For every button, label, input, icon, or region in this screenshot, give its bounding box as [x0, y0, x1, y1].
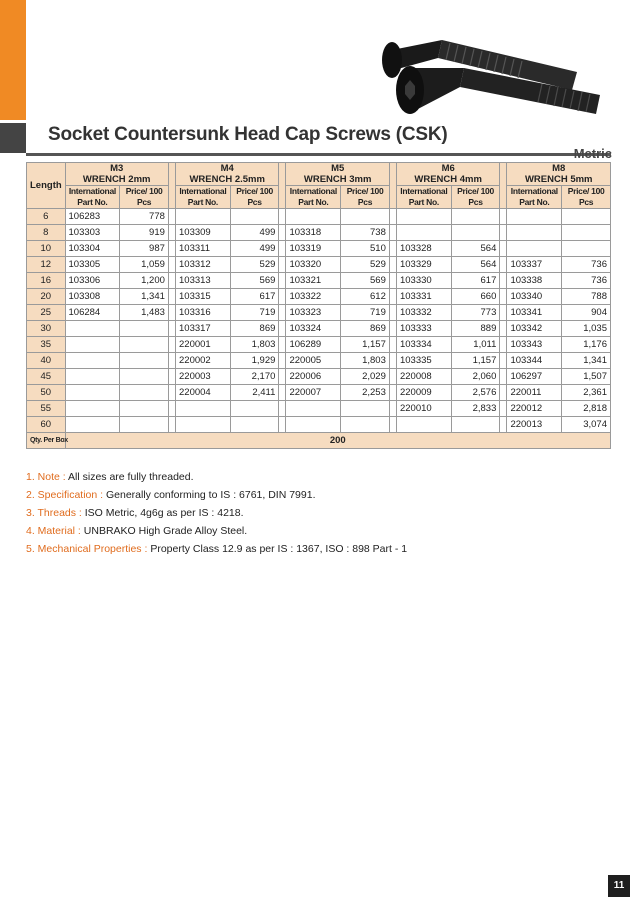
- column-gap: [279, 289, 286, 305]
- column-gap: [168, 209, 175, 225]
- part-number-cell: 103335: [396, 353, 451, 369]
- part-number-cell: 103317: [176, 321, 231, 337]
- column-gap: [389, 305, 396, 321]
- column-gap: [500, 241, 507, 257]
- price-cell: 1,035: [562, 321, 611, 337]
- price-cell: 719: [230, 305, 279, 321]
- note-text: Property Class 12.9 as per IS : 1367, ISO : 898 Part - 1: [150, 543, 408, 555]
- part-number-cell: [396, 209, 451, 225]
- column-gap: [500, 369, 507, 385]
- price-cell: 1,929: [230, 353, 279, 369]
- note-label: 3. Threads :: [26, 507, 85, 519]
- column-gap: [168, 401, 175, 417]
- column-gap: [168, 241, 175, 257]
- part-no-header: International Part No.: [286, 186, 341, 209]
- metric-label: Metric: [573, 146, 612, 161]
- length-cell: 6: [27, 209, 66, 225]
- price-cell: 1,341: [562, 353, 611, 369]
- part-number-cell: 103342: [507, 321, 562, 337]
- table-row: [27, 321, 611, 337]
- part-number-cell: [65, 417, 120, 433]
- column-gap: [500, 353, 507, 369]
- column-gap: [279, 353, 286, 369]
- price-cell: 738: [341, 225, 390, 241]
- price-cell: 1,059: [120, 257, 169, 273]
- column-gap: [500, 225, 507, 241]
- price-cell: [120, 401, 169, 417]
- column-gap: [279, 401, 286, 417]
- column-gap: [279, 385, 286, 401]
- price-cell: 736: [562, 273, 611, 289]
- price-header: Price/ 100 Pcs: [230, 186, 279, 209]
- price-cell: 1,176: [562, 337, 611, 353]
- price-cell: [562, 209, 611, 225]
- part-number-cell: [507, 241, 562, 257]
- column-gap: [389, 353, 396, 369]
- part-number-cell: 103322: [286, 289, 341, 305]
- size-header-m6: [396, 163, 499, 186]
- price-cell: 564: [451, 257, 500, 273]
- csk-spec-table: [26, 162, 611, 449]
- price-cell: [451, 225, 500, 241]
- price-cell: [451, 417, 500, 433]
- part-number-cell: 103303: [65, 225, 120, 241]
- table-row: [27, 305, 611, 321]
- price-cell: 2,060: [451, 369, 500, 385]
- length-header: Length: [27, 163, 66, 209]
- price-cell: 2,833: [451, 401, 500, 417]
- price-cell: 1,157: [341, 337, 390, 353]
- price-cell: [230, 417, 279, 433]
- column-gap: [500, 163, 507, 209]
- column-gap: [168, 385, 175, 401]
- part-number-cell: 106289: [286, 337, 341, 353]
- part-number-cell: [396, 225, 451, 241]
- price-cell: 510: [341, 241, 390, 257]
- price-cell: 3,074: [562, 417, 611, 433]
- part-number-cell: [65, 401, 120, 417]
- column-gap: [279, 209, 286, 225]
- page-title: Socket Countersunk Head Cap Screws (CSK): [48, 124, 448, 145]
- table-row: [27, 353, 611, 369]
- part-number-cell: 103311: [176, 241, 231, 257]
- part-number-cell: 103316: [176, 305, 231, 321]
- part-number-cell: 103320: [286, 257, 341, 273]
- column-gap: [279, 225, 286, 241]
- part-number-cell: 103324: [286, 321, 341, 337]
- note-label: 2. Specification :: [26, 489, 106, 501]
- note-text: Generally conforming to IS : 6761, DIN 7991.: [105, 489, 316, 501]
- price-cell: 2,576: [451, 385, 500, 401]
- size-name: M5: [331, 163, 345, 174]
- column-gap: [389, 417, 396, 433]
- part-number-cell: [507, 225, 562, 241]
- price-cell: [341, 417, 390, 433]
- column-gap: [168, 225, 175, 241]
- part-number-cell: [286, 401, 341, 417]
- column-gap: [500, 401, 507, 417]
- column-gap: [500, 273, 507, 289]
- part-number-cell: 106297: [507, 369, 562, 385]
- price-header: Price/ 100 Pcs: [341, 186, 390, 209]
- qty-row: [27, 433, 611, 449]
- column-gap: [279, 369, 286, 385]
- table-row: [27, 401, 611, 417]
- note-text: UNBRAKO High Grade Alloy Steel.: [83, 525, 248, 537]
- price-cell: 2,029: [341, 369, 390, 385]
- price-cell: 919: [120, 225, 169, 241]
- price-cell: 1,200: [120, 273, 169, 289]
- part-number-cell: 103305: [65, 257, 120, 273]
- column-gap: [168, 369, 175, 385]
- length-cell: 45: [27, 369, 66, 385]
- part-number-cell: 103309: [176, 225, 231, 241]
- price-cell: 617: [451, 273, 500, 289]
- table-row: [27, 257, 611, 273]
- length-cell: 60: [27, 417, 66, 433]
- title-underline: [26, 153, 611, 156]
- column-gap: [279, 163, 286, 209]
- length-cell: 35: [27, 337, 66, 353]
- price-cell: [562, 225, 611, 241]
- column-gap: [389, 401, 396, 417]
- part-no-header: International Part No.: [176, 186, 231, 209]
- note-label: 4. Material :: [26, 525, 84, 537]
- notes-list: [26, 468, 407, 558]
- orange-page-tab: [0, 0, 26, 120]
- part-number-cell: 103334: [396, 337, 451, 353]
- part-no-header: International Part No.: [65, 186, 120, 209]
- column-gap: [279, 257, 286, 273]
- page-number: 11: [608, 875, 630, 897]
- price-cell: [341, 209, 390, 225]
- part-number-cell: [176, 417, 231, 433]
- price-cell: 1,803: [230, 337, 279, 353]
- part-number-cell: 103312: [176, 257, 231, 273]
- part-no-header: International Part No.: [507, 186, 562, 209]
- part-number-cell: 106283: [65, 209, 120, 225]
- wrench-size: WRENCH 2mm: [82, 174, 151, 185]
- wrench-size: WRENCH 3mm: [303, 174, 372, 185]
- price-cell: 569: [341, 273, 390, 289]
- table-row: [27, 225, 611, 241]
- table-row: [27, 209, 611, 225]
- part-number-cell: 220005: [286, 353, 341, 369]
- price-cell: 529: [341, 257, 390, 273]
- column-gap: [389, 369, 396, 385]
- part-number-cell: [65, 369, 120, 385]
- wrench-size: WRENCH 2.5mm: [189, 174, 265, 185]
- size-header-m4: [176, 163, 279, 186]
- price-cell: 889: [451, 321, 500, 337]
- price-cell: [451, 209, 500, 225]
- length-cell: 50: [27, 385, 66, 401]
- price-cell: [120, 353, 169, 369]
- price-header: Price/ 100 Pcs: [451, 186, 500, 209]
- price-cell: 1,803: [341, 353, 390, 369]
- column-gap: [500, 257, 507, 273]
- column-gap: [389, 273, 396, 289]
- column-gap: [279, 321, 286, 337]
- part-number-cell: 103329: [396, 257, 451, 273]
- part-number-cell: 220012: [507, 401, 562, 417]
- column-gap: [389, 337, 396, 353]
- part-no-header: International Part No.: [396, 186, 451, 209]
- wrench-size: WRENCH 4mm: [414, 174, 482, 185]
- part-number-cell: 103308: [65, 289, 120, 305]
- column-gap: [168, 337, 175, 353]
- price-cell: [341, 401, 390, 417]
- part-number-cell: 103337: [507, 257, 562, 273]
- price-cell: 2,170: [230, 369, 279, 385]
- price-cell: 499: [230, 225, 279, 241]
- part-number-cell: [65, 353, 120, 369]
- table-row: [27, 241, 611, 257]
- price-cell: 2,361: [562, 385, 611, 401]
- note-text: All sizes are fully threaded.: [68, 471, 194, 483]
- part-number-cell: [507, 209, 562, 225]
- price-cell: 904: [562, 305, 611, 321]
- price-cell: 2,818: [562, 401, 611, 417]
- column-gap: [389, 289, 396, 305]
- part-number-cell: [176, 209, 231, 225]
- column-gap: [389, 163, 396, 209]
- part-number-cell: 103319: [286, 241, 341, 257]
- wrench-size: WRENCH 5mm: [524, 174, 593, 185]
- part-number-cell: 220010: [396, 401, 451, 417]
- length-cell: 55: [27, 401, 66, 417]
- price-cell: 617: [230, 289, 279, 305]
- column-gap: [168, 163, 175, 209]
- price-cell: 660: [451, 289, 500, 305]
- note-item: [26, 468, 407, 486]
- column-gap: [168, 305, 175, 321]
- part-number-cell: [65, 321, 120, 337]
- price-cell: 1,341: [120, 289, 169, 305]
- part-number-cell: 103341: [507, 305, 562, 321]
- price-cell: 499: [230, 241, 279, 257]
- part-number-cell: 220009: [396, 385, 451, 401]
- price-cell: 564: [451, 241, 500, 257]
- price-cell: [120, 369, 169, 385]
- price-cell: 778: [120, 209, 169, 225]
- part-number-cell: [286, 209, 341, 225]
- column-gap: [500, 209, 507, 225]
- column-gap: [500, 321, 507, 337]
- size-header-m3: [65, 163, 168, 186]
- price-cell: 719: [341, 305, 390, 321]
- part-number-cell: 103328: [396, 241, 451, 257]
- column-gap: [168, 321, 175, 337]
- price-cell: 1,011: [451, 337, 500, 353]
- note-item: [26, 486, 407, 504]
- column-gap: [168, 273, 175, 289]
- column-gap: [500, 337, 507, 353]
- length-cell: 25: [27, 305, 66, 321]
- note-text: ISO Metric, 4g6g as per IS : 4218.: [84, 507, 244, 519]
- price-cell: 773: [451, 305, 500, 321]
- column-gap: [279, 417, 286, 433]
- part-number-cell: [396, 417, 451, 433]
- price-cell: [230, 209, 279, 225]
- table-row: [27, 369, 611, 385]
- column-gap: [389, 321, 396, 337]
- note-item: [26, 522, 407, 540]
- price-header: Price/ 100 Pcs: [120, 186, 169, 209]
- part-number-cell: [65, 337, 120, 353]
- note-label: 1. Note :: [26, 471, 69, 483]
- price-cell: [230, 401, 279, 417]
- part-number-cell: 103315: [176, 289, 231, 305]
- price-cell: 569: [230, 273, 279, 289]
- column-gap: [389, 241, 396, 257]
- part-number-cell: 103332: [396, 305, 451, 321]
- column-gap: [168, 417, 175, 433]
- part-number-cell: 103306: [65, 273, 120, 289]
- column-gap: [279, 337, 286, 353]
- part-number-cell: 103340: [507, 289, 562, 305]
- column-gap: [500, 417, 507, 433]
- title-side-bar: [0, 123, 26, 153]
- length-cell: 40: [27, 353, 66, 369]
- table-row: [27, 337, 611, 353]
- table-row: [27, 273, 611, 289]
- part-number-cell: 220007: [286, 385, 341, 401]
- price-header: Price/ 100 Pcs: [562, 186, 611, 209]
- column-gap: [389, 209, 396, 225]
- size-name: M6: [441, 163, 455, 174]
- column-gap: [279, 273, 286, 289]
- note-item: [26, 504, 407, 522]
- column-gap: [389, 257, 396, 273]
- part-number-cell: 220013: [507, 417, 562, 433]
- price-cell: 869: [341, 321, 390, 337]
- length-cell: 20: [27, 289, 66, 305]
- part-number-cell: 220011: [507, 385, 562, 401]
- price-cell: 869: [230, 321, 279, 337]
- part-number-cell: 220002: [176, 353, 231, 369]
- price-cell: 529: [230, 257, 279, 273]
- part-number-cell: 220006: [286, 369, 341, 385]
- qty-per-box-value: 200: [65, 433, 610, 449]
- size-name: M4: [220, 163, 234, 174]
- part-number-cell: 103330: [396, 273, 451, 289]
- price-cell: 2,253: [341, 385, 390, 401]
- column-gap: [168, 289, 175, 305]
- price-cell: 2,411: [230, 385, 279, 401]
- part-number-cell: 220003: [176, 369, 231, 385]
- column-gap: [500, 305, 507, 321]
- length-cell: 12: [27, 257, 66, 273]
- note-item: [26, 540, 407, 558]
- qty-per-box-label: Qty. Per Box: [27, 433, 66, 449]
- price-cell: 736: [562, 257, 611, 273]
- column-gap: [389, 385, 396, 401]
- part-number-cell: 220001: [176, 337, 231, 353]
- table-row: [27, 417, 611, 433]
- column-gap: [168, 353, 175, 369]
- part-number-cell: 103343: [507, 337, 562, 353]
- column-gap: [500, 385, 507, 401]
- note-label: 5. Mechanical Properties :: [26, 543, 151, 555]
- price-cell: 788: [562, 289, 611, 305]
- price-cell: 1,157: [451, 353, 500, 369]
- price-cell: [120, 321, 169, 337]
- column-gap: [168, 257, 175, 273]
- part-number-cell: 103304: [65, 241, 120, 257]
- price-cell: 1,507: [562, 369, 611, 385]
- size-name: M3: [110, 163, 124, 174]
- part-number-cell: 103318: [286, 225, 341, 241]
- length-cell: 10: [27, 241, 66, 257]
- column-gap: [389, 225, 396, 241]
- column-gap: [279, 241, 286, 257]
- column-gap: [279, 305, 286, 321]
- table-row: [27, 289, 611, 305]
- part-number-cell: 103338: [507, 273, 562, 289]
- part-number-cell: 103344: [507, 353, 562, 369]
- size-name: M8: [552, 163, 566, 174]
- column-gap: [500, 289, 507, 305]
- price-cell: [120, 417, 169, 433]
- size-header-m5: [286, 163, 389, 186]
- price-cell: 987: [120, 241, 169, 257]
- size-header-m8: [507, 163, 611, 186]
- price-cell: [120, 337, 169, 353]
- part-number-cell: 220008: [396, 369, 451, 385]
- length-cell: 8: [27, 225, 66, 241]
- length-cell: 16: [27, 273, 66, 289]
- part-number-cell: 103313: [176, 273, 231, 289]
- price-cell: 1,483: [120, 305, 169, 321]
- part-number-cell: [176, 401, 231, 417]
- part-number-cell: 106284: [65, 305, 120, 321]
- part-number-cell: 220004: [176, 385, 231, 401]
- price-cell: [120, 385, 169, 401]
- price-cell: [562, 241, 611, 257]
- part-number-cell: 103321: [286, 273, 341, 289]
- part-number-cell: 103331: [396, 289, 451, 305]
- part-number-cell: 103333: [396, 321, 451, 337]
- part-number-cell: 103323: [286, 305, 341, 321]
- part-number-cell: [286, 417, 341, 433]
- table-row: [27, 385, 611, 401]
- part-number-cell: [65, 385, 120, 401]
- length-cell: 30: [27, 321, 66, 337]
- price-cell: 612: [341, 289, 390, 305]
